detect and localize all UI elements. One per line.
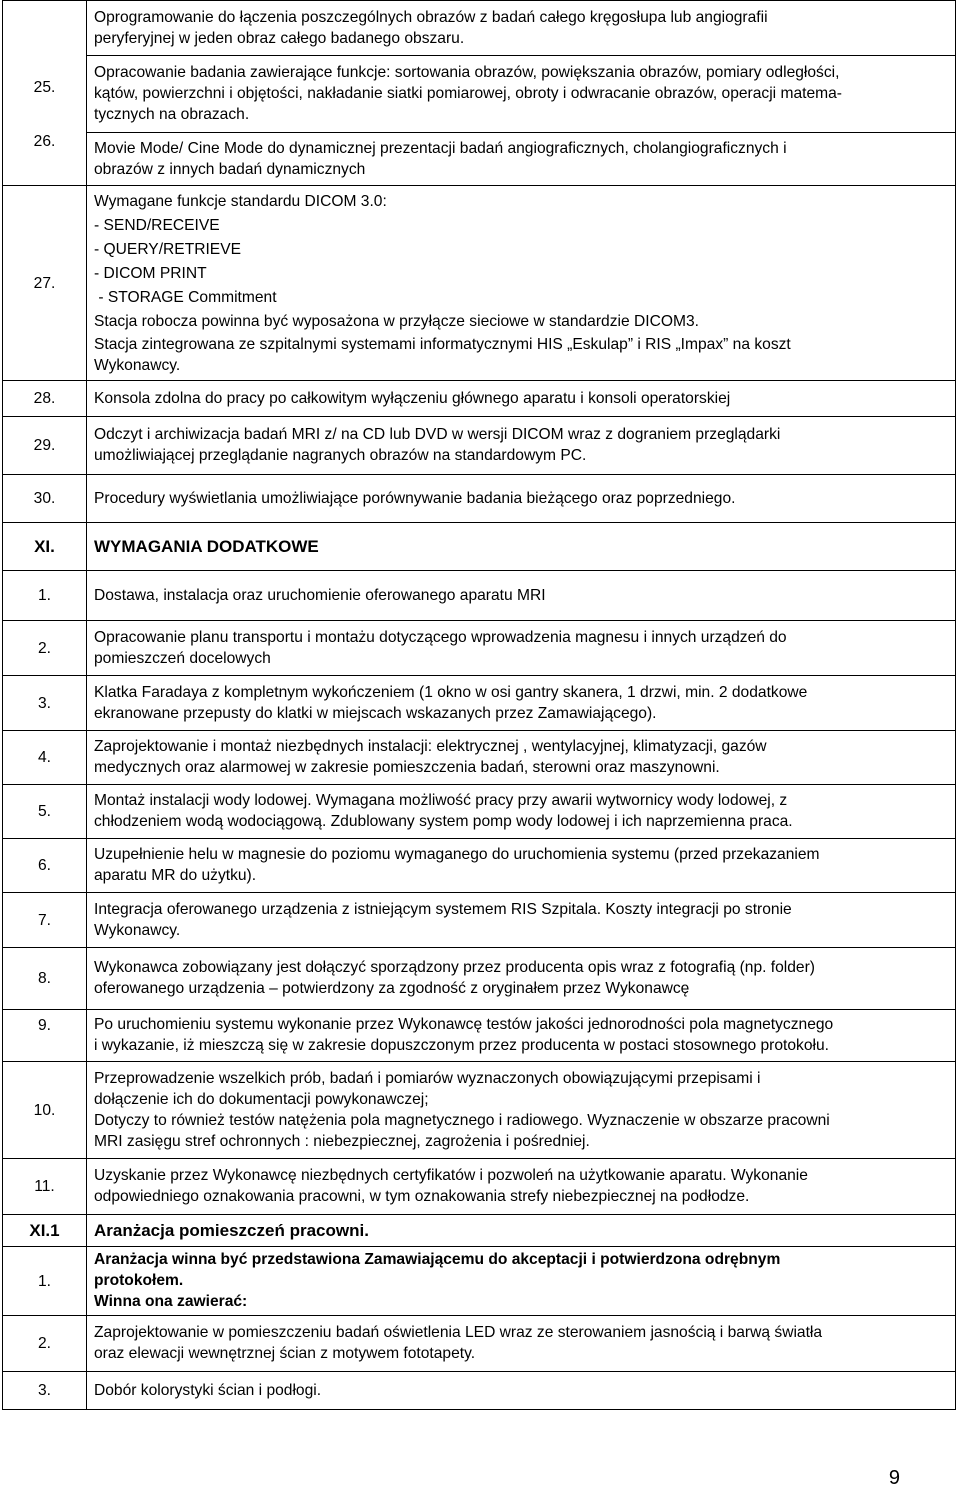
row-text	[87, 731, 956, 785]
table-row	[3, 785, 956, 839]
text-line: Aranżacja winna być przedstawiona Zamawiającemu do akceptacji i potwierdzona odrębnym	[94, 1251, 781, 1268]
row-text	[87, 56, 956, 133]
row-number: 5.	[3, 785, 87, 839]
section-row	[3, 523, 956, 571]
text-line: MRI zasięgu stref ochronnych : niebezpiecznej, zagrożenia i pośredniej.	[94, 1132, 590, 1150]
row-text	[87, 1062, 956, 1159]
text-line: medycznych oraz alarmowej w zakresie pomieszczenia badań, sterowni oraz maszynowni.	[94, 759, 720, 776]
row-number: 9.	[3, 1010, 87, 1062]
text-line: Procedury wyświetlania umożliwiające porównywanie badania bieżącego oraz poprzedniego.	[94, 489, 736, 507]
requirements-table	[2, 0, 956, 1410]
table-row	[3, 56, 956, 133]
row-text	[87, 1372, 956, 1410]
row-text	[87, 785, 956, 839]
text-line: Klatka Faradaya z kompletnym wykończeniem (1 okno w osi gantry skanera, 1 drzwi, min. 2 dodatkowe	[94, 683, 808, 701]
text-line: Dotyczy to również testów natężenia pola magnetycznego i radiowego. Wyznaczenie w obszarze pracowni	[94, 1111, 830, 1129]
text-line: Po uruchomieniu systemu wykonanie przez Wykonawcę testów jakości jednorodności pola magnetycznego	[94, 1016, 834, 1033]
text-line: Wykonawcy.	[94, 921, 181, 939]
row-number: 1.	[3, 1247, 87, 1316]
text-line: Uzyskanie przez Wykonawcę niezbędnych certyfikatów i pozwoleń na użytkowanie aparatu. Wykonanie	[94, 1167, 808, 1184]
table-row	[3, 839, 956, 893]
row-number: 10.	[3, 1062, 87, 1159]
text-line: oraz elewacji wewnętrznej ścian z motywem fototapety.	[94, 1345, 476, 1362]
table-row	[3, 731, 956, 785]
table-row	[3, 676, 956, 731]
table-row	[3, 1247, 956, 1316]
text-line: protokołem.	[94, 1272, 184, 1289]
text-line: oferowanego urządzenia – potwierdzony za zgodność z oryginałem przez Wykonawcę	[94, 980, 690, 997]
table-row	[3, 1062, 956, 1159]
text-line: Dostawa, instalacja oraz uruchomienie oferowanego aparatu MRI	[94, 586, 546, 604]
row-text	[87, 186, 956, 381]
section-number: XI.	[3, 523, 87, 571]
text-line: Winna ona zawierać:	[94, 1293, 248, 1310]
row-text	[87, 893, 956, 948]
row-text	[87, 676, 956, 731]
row-number: 6.	[3, 839, 87, 893]
text-line: - STORAGE Commitment	[94, 288, 277, 306]
text-line: Wykonawca zobowiązany jest dołączyć sporządzony przez producenta opis wraz z fotografią (np. folder)	[94, 959, 815, 976]
table-row	[3, 948, 956, 1010]
row-text	[87, 621, 956, 676]
row-number: 29.	[3, 417, 87, 475]
text-line: Wykonawcy.	[94, 356, 181, 374]
text-line: tycznych na obrazach.	[94, 106, 250, 123]
row-number: 4.	[3, 731, 87, 785]
row-number: 3.	[3, 1372, 87, 1410]
row-text	[87, 381, 956, 417]
text-line: kątów, powierzchni i objętości, nakładanie siatki pomiarowej, obroty i odwracanie obrazów, operacji matema-	[94, 85, 843, 102]
row-number: 26.	[33, 132, 56, 150]
table-row	[3, 1159, 956, 1215]
table-row	[3, 621, 956, 676]
table-row	[3, 381, 956, 417]
row-text	[87, 1, 956, 56]
text-line: Opracowanie planu transportu i montażu dotyczącego wprowadzenia magnesu i innych urządzeń do	[94, 628, 787, 646]
text-line: Integracja oferowanego urządzenia z istniejącym systemem RIS Szpitala. Koszty integracji po stronie	[94, 900, 792, 918]
text-line: i wykazanie, iż mieszczą się w zakresie dopuszczonym przez producenta w postaci stosownego protokołu.	[94, 1037, 829, 1054]
row-text	[87, 1010, 956, 1062]
text-line: ekranowane przepusty do klatki w miejscach wskazanych przez Zamawiającego).	[94, 704, 657, 722]
row-text	[87, 475, 956, 523]
text-line: dołączenie ich do dokumentacji powykonawczej;	[94, 1090, 429, 1108]
text-line: Przeprowadzenie wszelkich prób, badań i pomiarów wyznaczonych obowiązującymi przepisami i	[94, 1069, 761, 1087]
row-number: 2.	[3, 621, 87, 676]
text-line: chłodzeniem wodą wodociągową. Zdublowany system pomp wody lodowej i ich naprzemienna praca.	[94, 813, 793, 830]
row-text	[87, 417, 956, 475]
row-text	[87, 571, 956, 621]
row-number: 30.	[3, 475, 87, 523]
text-line: Odczyt i archiwizacja badań MRI z/ na CD lub DVD w wersji DICOM wraz z dograniem przeglądarki	[94, 426, 781, 443]
table-row	[3, 1, 956, 56]
page-number: 9	[888, 1467, 900, 1489]
row-number: 7.	[3, 893, 87, 948]
row-number: 11.	[3, 1159, 87, 1215]
text-line: aparatu MR do użytku).	[94, 867, 257, 884]
row-number: 27.	[3, 186, 87, 381]
row-text	[87, 133, 956, 186]
row-text	[87, 1247, 956, 1316]
row-number: 8.	[3, 948, 87, 1010]
row-text	[87, 1316, 956, 1372]
text-line: Zaprojektowanie i montaż niezbędnych instalacji: elektrycznej , wentylacyjnej, klimatyzacji, gazów	[94, 738, 767, 755]
table-row	[3, 571, 956, 621]
text-line: - DICOM PRINT	[94, 264, 207, 282]
text-line: Oprogramowanie do łączenia poszczególnych obrazów z badań całego kręgosłupa lub angiografii	[94, 8, 768, 26]
text-line: pomieszczeń docelowych	[94, 649, 271, 667]
section-title: WYMAGANIA DODATKOWE	[87, 523, 956, 571]
text-line: Montaż instalacji wody lodowej. Wymagana możliwość pracy przy awarii wytwornicy wody lodowej, z	[94, 792, 788, 809]
section-number: XI.1	[3, 1215, 87, 1247]
text-line: umożliwiającej przeglądanie nagranych obrazów na standardowym PC.	[94, 447, 587, 464]
table-row	[3, 1372, 956, 1410]
table-row	[3, 1316, 956, 1372]
table-row	[3, 893, 956, 948]
row-number: 25.	[33, 78, 56, 96]
text-line: odpowiedniego oznakowania pracowni, w tym oznakowania strefy niebezpiecznej na podłodze.	[94, 1188, 750, 1205]
table-row	[3, 133, 956, 186]
section-row	[3, 1215, 956, 1247]
table-row	[3, 1010, 956, 1062]
text-line: Opracowanie badania zawierające funkcje: sortowania obrazów, powiększania obrazów, pomiary odległości,	[94, 64, 840, 81]
section-title: Aranżacja pomieszczeń pracowni.	[87, 1215, 956, 1247]
text-line: Dobór kolorystyki ścian i podłogi.	[94, 1381, 322, 1399]
row-number: 2.	[3, 1316, 87, 1372]
row-number-cell	[3, 1, 87, 186]
text-line: obrazów z innych badań dynamicznych	[94, 160, 366, 178]
row-number: 1.	[3, 571, 87, 621]
text-line: Uzupełnienie helu w magnesie do poziomu wymaganego do uruchomienia systemu (przed przekazaniem	[94, 846, 820, 863]
text-line: peryferyjnej w jeden obraz całego badanego obszaru.	[94, 29, 465, 47]
text-line: - SEND/RECEIVE	[94, 216, 220, 234]
table-row	[3, 475, 956, 523]
text-line: - QUERY/RETRIEVE	[94, 240, 242, 258]
table-row	[3, 186, 956, 381]
row-number: 28.	[3, 381, 87, 417]
row-text	[87, 1159, 956, 1215]
table-row	[3, 417, 956, 475]
text-line: Zaprojektowanie w pomieszczeniu badań oświetlenia LED wraz ze sterowaniem jasnością i barwą światła	[94, 1324, 823, 1341]
row-text	[87, 948, 956, 1010]
row-text	[87, 839, 956, 893]
text-line: Wymagane funkcje standardu DICOM 3.0:	[94, 192, 387, 210]
row-number: 3.	[3, 676, 87, 731]
text-line: Movie Mode/ Cine Mode do dynamicznej prezentacji badań angiograficznych, cholangiograficznych i	[94, 139, 787, 157]
text-line: Stacja zintegrowana ze szpitalnymi systemami informatycznymi HIS „Eskulap” i RIS „Impax” na koszt	[94, 335, 791, 353]
text-line: Konsola zdolna do pracy po całkowitym wyłączeniu głównego aparatu i konsoli operatorskiej	[94, 389, 731, 407]
text-line: Stacja robocza powinna być wyposażona w przyłącze sieciowe w standardzie DICOM3.	[94, 312, 699, 330]
